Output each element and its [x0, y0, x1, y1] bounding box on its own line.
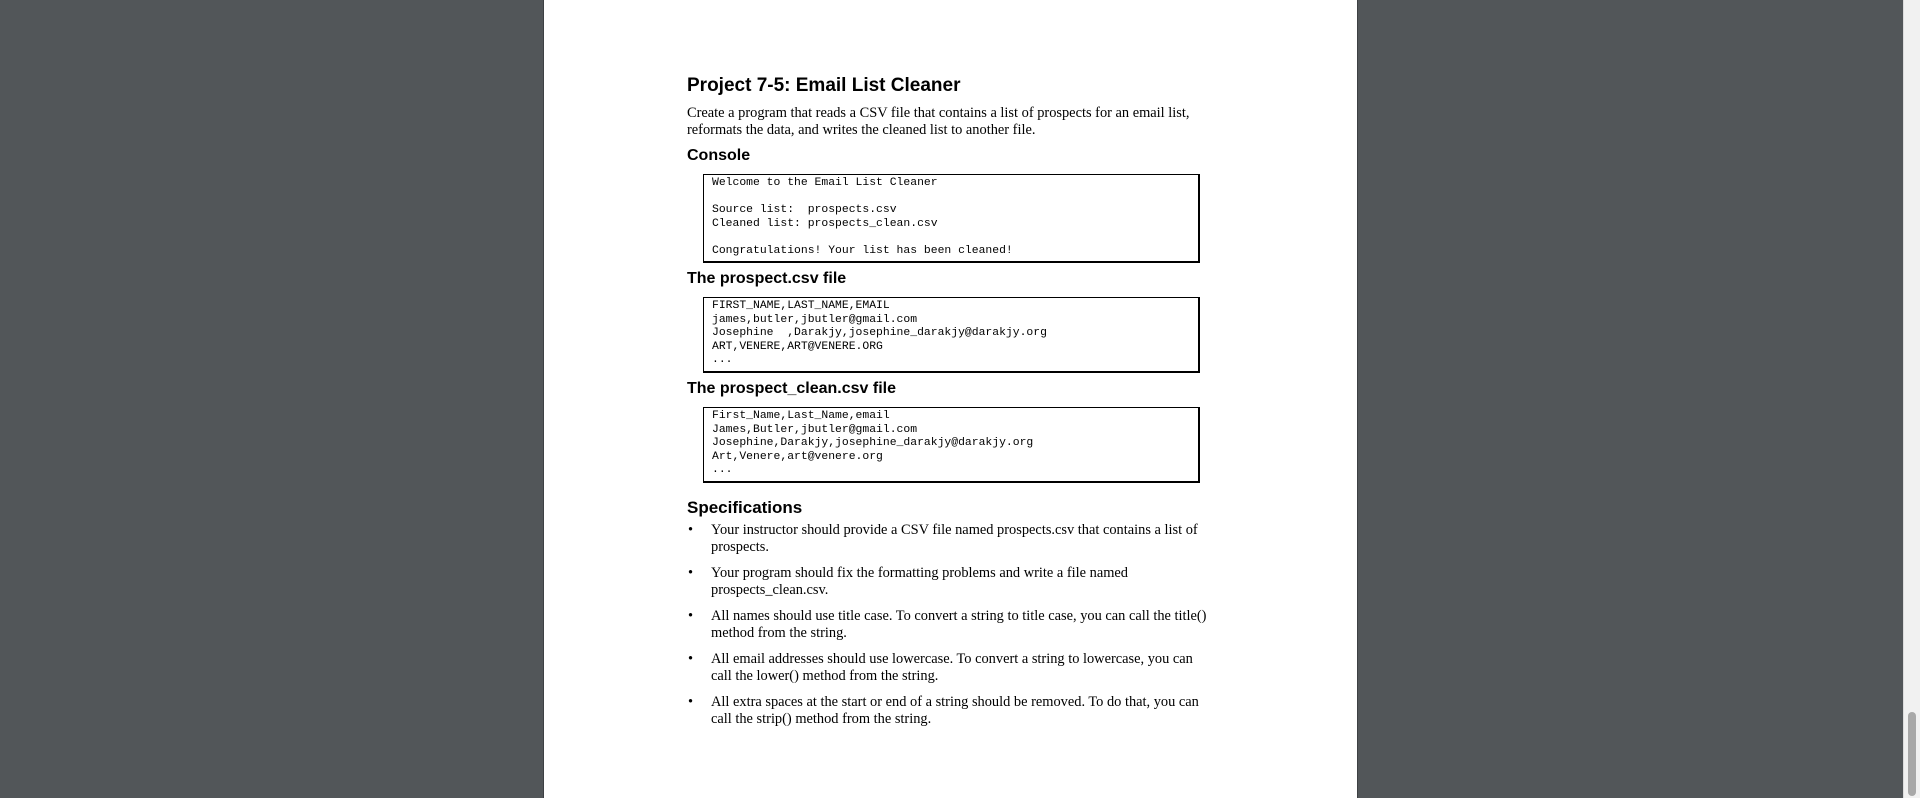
console-heading: Console: [687, 147, 751, 164]
console-output-box: [703, 174, 1200, 263]
spec-item-text: Your program should fix the formatting problems and write a file named prospects_clean.csv.: [711, 565, 1128, 598]
scrollbar-thumb[interactable]: [1908, 712, 1916, 796]
project-title: Project 7-5: Email List Cleaner: [687, 75, 961, 96]
prospect-file-box: [703, 297, 1200, 373]
csv-line: ART,VENERE,ART@VENERE.ORG: [712, 340, 883, 353]
csv-line: ...: [712, 354, 733, 366]
clean-file-heading: The prospect_clean.csv file: [687, 380, 896, 397]
csv-line: Art,Venere,art@venere.org: [712, 450, 883, 463]
spec-item: [687, 694, 1217, 728]
console-line: Welcome to the Email List Cleaner: [712, 177, 938, 189]
spec-item: [687, 608, 1217, 642]
console-line: [712, 231, 1198, 245]
csv-line: Josephine ,Darakjy,josephine_darakjy@darakjy.org: [712, 327, 1047, 339]
spec-item: [687, 651, 1217, 685]
bullet-icon: •: [688, 694, 694, 710]
vertical-scrollbar[interactable]: [1903, 0, 1920, 798]
bullet-icon: •: [688, 565, 694, 581]
prospect-file-heading: The prospect.csv file: [687, 270, 847, 287]
spec-item-text: All email addresses should use lowercase. To convert a string to lowercase, you can call the lower() method from the string.: [711, 651, 1193, 684]
csv-line: james,butler,jbutler@gmail.com: [712, 313, 918, 326]
console-line: Cleaned list: prospects_clean.csv: [712, 217, 938, 230]
csv-line: James,Butler,jbutler@gmail.com: [712, 423, 918, 436]
bullet-icon: •: [688, 651, 694, 667]
csv-line: ...: [712, 464, 733, 476]
project-intro: Create a program that reads a CSV file that contains a list of prospects for an email list, reformats the data, and writes the cleaned list to another file.: [687, 105, 1190, 138]
bullet-icon: •: [688, 608, 694, 624]
specifications-list: [687, 522, 1217, 737]
spec-item: [687, 565, 1217, 599]
csv-line: Josephine,Darakjy,josephine_darakjy@darakjy.org: [712, 437, 1034, 449]
console-line: Source list: prospects.csv: [712, 204, 897, 216]
document-page: [543, 0, 1358, 798]
spec-item-text: Your instructor should provide a CSV file named prospects.csv that contains a list of prospects.: [711, 522, 1198, 555]
csv-line: FIRST_NAME,LAST_NAME,EMAIL: [712, 300, 890, 312]
csv-line: First_Name,Last_Name,email: [712, 410, 890, 422]
console-line: [712, 191, 1198, 205]
console-line: Congratulations! Your list has been cleaned!: [712, 244, 1013, 257]
specifications-heading: Specifications: [687, 498, 803, 517]
spec-item-text: All names should use title case. To convert a string to title case, you can call the title() method from the string.: [711, 608, 1207, 641]
spec-item: [687, 522, 1217, 556]
clean-file-box: [703, 407, 1200, 483]
bullet-icon: •: [688, 522, 694, 538]
spec-item-text: All extra spaces at the start or end of a string should be removed. To do that, you can call the strip() method from the string.: [711, 694, 1199, 727]
